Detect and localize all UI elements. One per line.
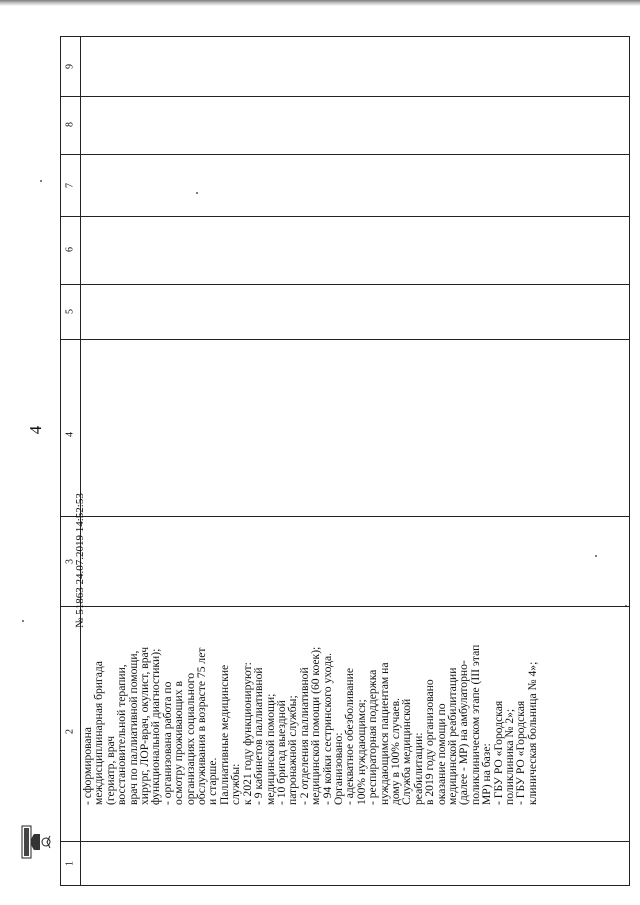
column-4-text <box>81 335 539 805</box>
column-header-1: 1 <box>64 861 76 866</box>
scan-edge <box>0 0 640 6</box>
column-4-line: врач по паллиативной помощи, <box>126 650 140 805</box>
column-4-line: осмотру проживающих в <box>172 681 186 805</box>
row-rule <box>60 885 630 886</box>
column-4-line: - 9 кабинетов паллиативной <box>252 667 266 805</box>
column-4-line: нуждающимся пациентам на <box>377 662 391 805</box>
column-header-7: 7 <box>64 183 76 188</box>
column-4-line: - респираторная поддержка <box>366 669 380 805</box>
table-right-border <box>629 36 630 886</box>
column-4-line: организациях социального <box>183 672 197 805</box>
column-4-line: - сформирована <box>81 727 94 805</box>
column-4-line: восстановительной терапии, <box>115 664 129 805</box>
column-4-line: 100% нуждающимся; <box>354 699 368 805</box>
row-rule <box>60 284 630 285</box>
row-rule <box>60 841 630 842</box>
column-header-4: 4 <box>64 432 76 437</box>
electronic-document-seal <box>8 820 68 864</box>
page-number: 4 <box>26 425 45 435</box>
speck <box>40 180 42 182</box>
column-4-line: дому в 100% случаев. <box>388 697 402 805</box>
column-4-line: клиническая больница № 4»; <box>525 661 539 805</box>
row-rule <box>60 216 630 217</box>
speck <box>22 620 24 622</box>
column-4-line: к 2021 году функционируют: <box>240 662 254 805</box>
column-4-line: - 2 отделения паллиативной <box>297 667 311 805</box>
column-4-line: (гериатр, врач <box>103 735 117 805</box>
column-4-line: Организовано: <box>331 732 345 805</box>
column-header-8: 8 <box>64 122 76 127</box>
row-rule <box>60 96 630 97</box>
column-header-5: 5 <box>64 309 76 314</box>
column-4-line: поликлиническом этапе (III этап <box>468 644 482 805</box>
column-4-line: в 2019 году организовано <box>423 679 437 805</box>
column-4-line: патронажной службы; <box>286 695 300 805</box>
column-4-line: МР) на базе: <box>480 743 494 805</box>
column-4-line: реабилитации: <box>411 732 425 805</box>
column-4-line: - адекватное обезболивание <box>343 668 357 805</box>
column-4-line: - 10 бригад выездной <box>274 700 288 805</box>
column-4-line: медицинской реабилитации <box>446 667 459 805</box>
column-4-line: обслуживания в возрасте 75 лет <box>195 647 209 805</box>
row-rule <box>60 36 630 37</box>
column-4-line: медицинской помощи (60 коек); <box>309 646 323 805</box>
table-left-border <box>60 36 61 886</box>
column-4-line: функциональной диагностики); <box>149 648 163 805</box>
column-header-9: 9 <box>64 64 76 69</box>
column-4-line: службы: <box>229 763 243 805</box>
column-4-line: - 94 койки сестринского ухода. <box>320 652 334 805</box>
column-4-line: - ГБУ РО «Городская <box>514 700 528 805</box>
row-rule <box>60 154 630 155</box>
column-4-line: междисциплинарная бригада <box>92 661 106 805</box>
column-4-line: поликлиника № 2»; <box>503 708 517 805</box>
column-4-line: - организована работа по <box>160 681 174 805</box>
column-4-line: Паллиативные медицинские <box>217 664 231 805</box>
column-4-line: оказание помощи по <box>434 703 448 805</box>
column-4-line: хирург, ЛОР-врач, окулист, врач <box>138 646 152 805</box>
column-4-line: (далее - МР) на амбулаторно- <box>457 660 471 805</box>
column-4-line: и старше. <box>206 757 220 805</box>
column-4-line: - ГБУ РО «Городская <box>491 700 505 805</box>
column-4-line: медицинской помощи; <box>263 693 277 805</box>
column-header-3: 3 <box>64 559 76 564</box>
registration-stamp: № 51863 24.07.2019 14:52:53 <box>74 493 86 628</box>
column-header-6: 6 <box>64 247 76 252</box>
column-4-line: Служба медицинской <box>400 698 414 805</box>
column-header-2: 2 <box>64 729 76 734</box>
